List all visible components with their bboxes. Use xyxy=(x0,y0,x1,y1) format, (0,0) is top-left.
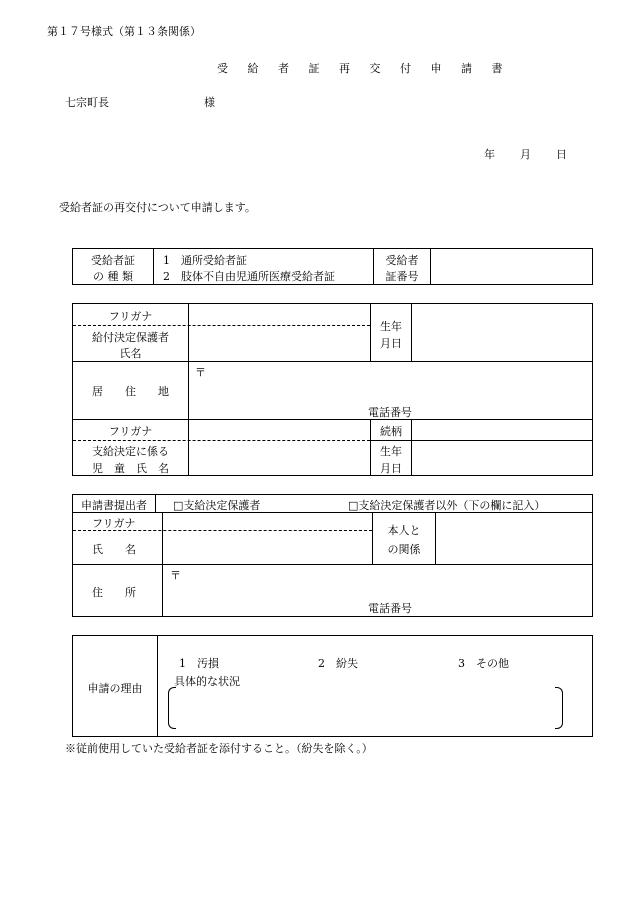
certificate-type-label-2: の 種 類 xyxy=(93,270,133,283)
postal-mark: 〒 xyxy=(195,366,206,379)
certificate-number-label-2: 証番号 xyxy=(385,270,419,283)
relation-field[interactable] xyxy=(413,421,591,439)
submitter-furigana-label: フリガナ xyxy=(92,517,136,530)
phone-label: 電話番号 xyxy=(368,406,412,419)
intro-text: 受給者証の再交付について申請します。 xyxy=(59,201,256,214)
form-number: 第１７号様式（第１３条関係） xyxy=(47,25,201,38)
relation-label: 続柄 xyxy=(380,425,402,438)
certificate-option-1[interactable]: 1 通所受給者証 xyxy=(163,254,247,267)
attachment-note: ※従前使用していた受給者証を添付すること。（紛失を除く。） xyxy=(65,742,373,755)
guardian-birthdate-field[interactable] xyxy=(413,305,591,359)
reason-option-other[interactable]: 3 その他 xyxy=(458,657,509,670)
details-bracket-right xyxy=(555,687,563,729)
addressee: 七宗町長 xyxy=(65,96,109,109)
submitter-other-checkbox[interactable]: □支給決定保護者以外（下の欄に記入） xyxy=(348,499,546,512)
guardian-name-label: 給付決定保護者 xyxy=(92,331,169,344)
submitter-address-label: 住 所 xyxy=(92,586,136,599)
date-month-label: 月 xyxy=(520,148,531,161)
guardian-birth-label: 生年 xyxy=(380,320,402,333)
details-label: 具体的な状況 xyxy=(174,675,240,688)
guardian-furigana-field[interactable] xyxy=(190,305,368,324)
child-furigana-label: フリガナ xyxy=(108,425,153,438)
child-name-label: 支給決定に係る xyxy=(92,445,169,458)
addressee-honorific: 様 xyxy=(204,96,215,109)
certificate-number-field[interactable] xyxy=(432,250,592,284)
reason-label: 申請の理由 xyxy=(87,682,143,695)
submitter-guardian-checkbox[interactable]: □支給決定保護者 xyxy=(173,499,261,512)
child-birth-label: 生年 xyxy=(380,445,402,458)
details-bracket-left xyxy=(168,687,176,729)
submitter-name-field[interactable] xyxy=(164,532,370,562)
child-birth-label-2: 月日 xyxy=(380,462,402,475)
submitter-relation-label: 本人と xyxy=(387,524,421,537)
reason-option-soiled[interactable]: 1 汚損 xyxy=(179,657,219,670)
page-title: 受 給 者 証 再 交 付 申 請 書 xyxy=(217,62,511,75)
guardian-name-label-2: 氏名 xyxy=(119,347,142,360)
guardian-birth-label-2: 月日 xyxy=(380,337,402,350)
date-day-label: 日 xyxy=(556,148,567,161)
guardian-furigana-label: フリガナ xyxy=(108,310,153,323)
submitter-name-label: 氏 名 xyxy=(92,543,136,556)
submitter-postal-mark: 〒 xyxy=(170,569,181,582)
residence-label: 居 住 地 xyxy=(92,385,169,398)
child-name-label-2: 児 童 氏 名 xyxy=(92,462,169,475)
child-name-field[interactable] xyxy=(190,442,368,474)
reason-option-lost[interactable]: 2 紛失 xyxy=(318,657,358,670)
submitter-phone-label: 電話番号 xyxy=(368,602,412,615)
certificate-type-label: 受給者証 xyxy=(91,254,135,267)
submitter-relation-label-2: の関係 xyxy=(387,543,421,556)
date-year-label: 年 xyxy=(484,148,495,161)
residence-field[interactable] xyxy=(200,364,590,404)
certificate-option-2[interactable]: 2 肢体不自由児通所医療受給者証 xyxy=(163,270,335,283)
submitter-label: 申請書提出者 xyxy=(81,499,147,512)
child-birthdate-field[interactable] xyxy=(413,442,591,474)
certificate-number-label: 受給者 xyxy=(385,254,419,267)
guardian-name-field[interactable] xyxy=(190,327,368,359)
details-field[interactable] xyxy=(178,688,553,728)
submitter-furigana-field[interactable] xyxy=(164,514,370,529)
child-furigana-field[interactable] xyxy=(190,421,368,439)
submitter-address-field[interactable] xyxy=(176,567,590,599)
submitter-relation-field[interactable] xyxy=(437,514,591,562)
